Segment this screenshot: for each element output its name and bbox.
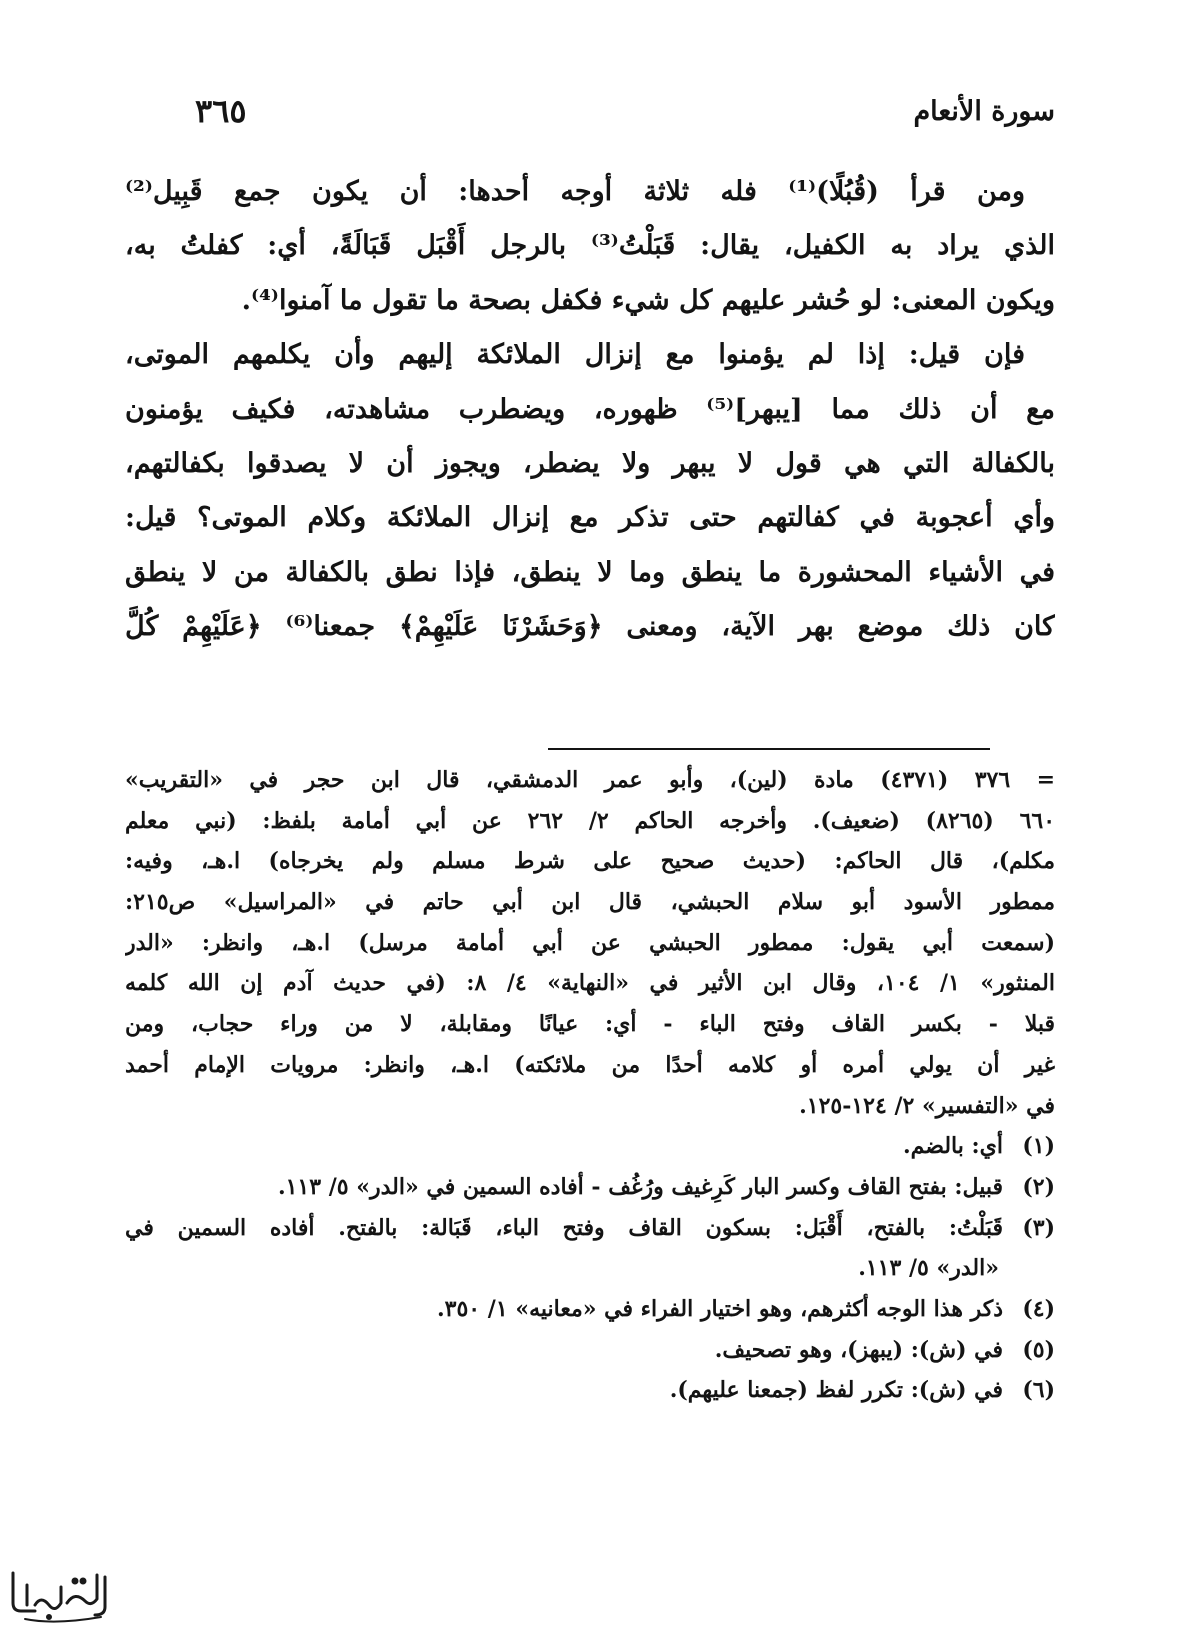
main-line: فإن قيل: إذا لم يؤمنوا مع إنزال الملائكة إليهم وأن يكلمهم الموتى، <box>125 339 1025 371</box>
footnote-5 <box>125 1330 1055 1371</box>
footnote-6 <box>125 1370 1055 1411</box>
footnote-text: قبيل: بفتح القاف وكسر البار كَرِغيف ورُغُف - أفاده السمين في «الدر» ٥/ ١١٣. <box>277 1173 1003 1200</box>
watermark-logo <box>5 1555 115 1630</box>
main-line: ويكون المعنى: لو حُشر عليهم كل شيء فكفل بصحة ما تقول ما آمنوا⁽⁴⁾. <box>241 284 1055 316</box>
footnote-separator <box>548 748 990 750</box>
footnote-number: (٣) <box>1022 1214 1055 1241</box>
footnote-2 <box>125 1167 1055 1208</box>
footnote-number: (٤) <box>1022 1295 1055 1322</box>
footnote-text: ذكر هذا الوجه أكثرهم، وهو اختيار الفراء في «معانيه» ١/ ٣٥٠. <box>437 1295 1003 1322</box>
main-line: مع أن ذلك مما [يبهر]⁽⁵⁾ ظهوره، ويضطرب مشاهدته، فكيف يؤمنون <box>125 393 1055 425</box>
footnote-continuation-line: قبلا - بكسر القاف وفتح الباء - أي: عيانًا ومقابلة، لا من وراء حجاب، ومن <box>125 1011 1055 1038</box>
footnote-number: (٢) <box>1022 1173 1055 1200</box>
footnote-text: في (ش): تكرر لفظ (جمعنا عليهم). <box>669 1377 1003 1404</box>
footnotes <box>125 760 1055 1411</box>
footnote-number: (١) <box>1022 1133 1055 1160</box>
footnote-4 <box>125 1289 1055 1330</box>
main-line: ومن قرأ (قُبُلًا)⁽¹⁾ فله ثلاثة أوجه أحدها: أن يكون جمع قَبِيل⁽²⁾ <box>125 176 1026 207</box>
footnote-number: (٥) <box>1022 1336 1055 1363</box>
footnote-3-continued: «الدر» ٥/ ١١٣. <box>858 1255 999 1282</box>
main-line: في الأشياء المحشورة ما ينطق وما لا ينطق، فإذا نطق بالكفالة من لا ينطق <box>125 556 1055 588</box>
footnote-3 <box>125 1208 1055 1249</box>
footnote-continuation-line: غير أن يولي أمره أو كلامه أحدًا من ملائكته) ا.هـ، وانظر: مرويات الإمام أحمد <box>125 1051 1055 1078</box>
footnote-continuation-line: في «التفسير» ٢/ ١٢٤-١٢٥. <box>799 1092 1055 1119</box>
main-line: بالكفالة التي هي قول لا يبهر ولا يضطر، ويجوز أن لا يصدقوا بكفالتهم، <box>125 447 1055 479</box>
footnote-number: (٦) <box>1022 1377 1055 1404</box>
footnote-continuation-line: مكلم)، قال الحاكم: (حديث صحيح على شرط مسلم ولم يخرجاه) ا.هـ، وفيه: <box>125 848 1055 875</box>
footnote-text: أي: بالضم. <box>902 1133 1003 1160</box>
footnote-continuation-line: المنثور» ١/ ١٠٤، وقال ابن الأثير في «النهاية» ٤/ ٨: (في حديث آدم إن الله كلمه <box>125 970 1055 997</box>
page-header <box>195 92 1055 142</box>
footnote-continuation-line: (سمعت أبي يقول: ممطور الحبشي عن أبي أمامة مرسل) ا.هـ، وانظر: «الدر <box>125 929 1055 956</box>
main-line: كان ذلك موضع بهر الآية، ومعنى ﴿وَحَشَرْنَا عَلَيْهِمْ﴾ جمعنا⁽⁶⁾ ﴿عَلَيْهِمْ كُلَّ <box>125 611 1055 643</box>
main-line: الذي يراد به الكفيل، يقال: قَبَلْتُ⁽³⁾ بالرجل أَقْبَل قَبَالَةً، أي: كفلتُ به، <box>125 230 1055 262</box>
footnote-continuation-line: ٦٦٠ (٨٢٦٥) (ضعيف). وأخرجه الحاكم ٢/ ٢٦٢ عن أبي أمامة بلفظ: (نبي معلم <box>125 807 1055 834</box>
footnote-continuation-line: ممطور الأسود أبو سلام الحبشي، قال ابن أبي حاتم في «المراسيل» ص٢١٥: <box>125 889 1055 916</box>
footnote-continuation-line: = ٣٧٦ (٤٣٧١) مادة (لين)، وأبو عمر الدمشقي، قال ابن حجر في «التقريب» <box>125 767 1055 793</box>
page-number: ٣٦٥ <box>195 92 247 130</box>
main-line: وأي أعجوبة في كفالتهم حتى تذكر مع إنزال الملائكة وكلام الموتى؟ قيل: <box>125 502 1055 534</box>
main-text <box>125 165 1055 655</box>
surah-title: سورة الأنعام <box>913 96 1055 127</box>
footnote-1 <box>125 1126 1055 1167</box>
footnote-text: في (ش): (يبهز)، وهو تصحيف. <box>714 1336 1003 1363</box>
footnote-text: قَبَلْتُ: بالفتح، أَقْبَل: بسكون القاف وفتح الباء، قَبَالة: بالفتح. أفاده السمين في <box>125 1214 1003 1241</box>
